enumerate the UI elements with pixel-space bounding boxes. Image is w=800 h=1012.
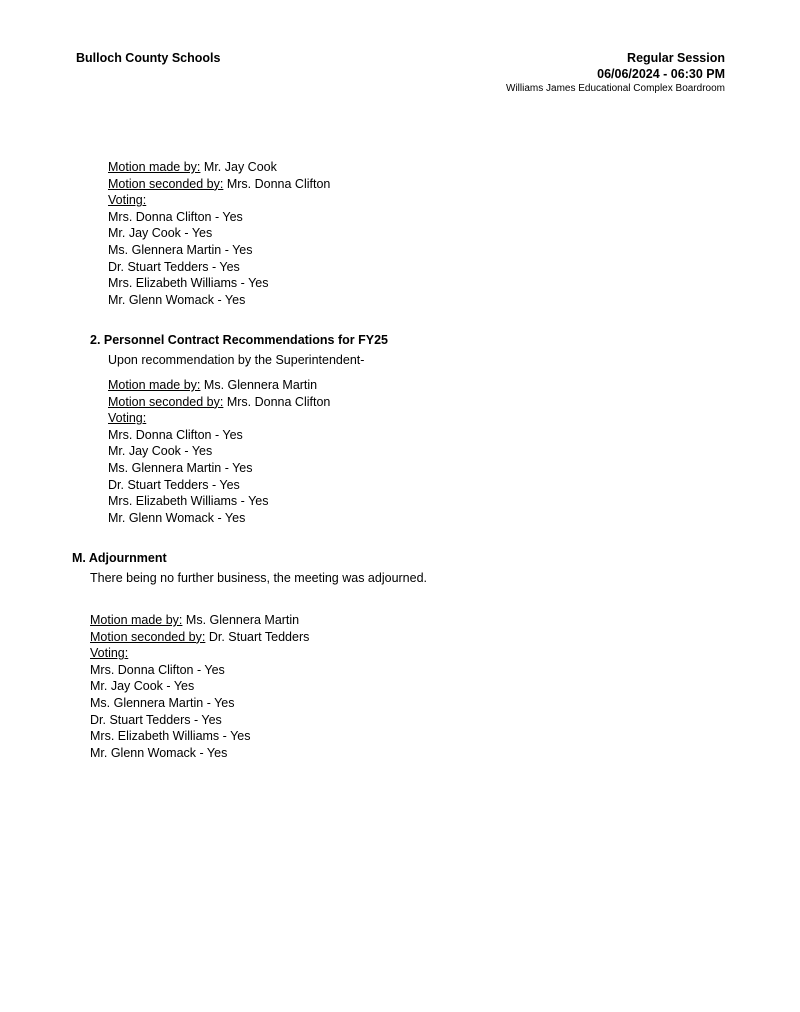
vote-entry: Ms. Glennera Martin - Yes bbox=[108, 242, 253, 257]
vote-entry: Mrs. Elizabeth Williams - Yes bbox=[90, 729, 251, 744]
motion-block-adjournment bbox=[90, 612, 309, 761]
motion-made-label: Motion made by: bbox=[108, 160, 201, 174]
motion-seconded-line bbox=[108, 176, 330, 193]
motion-seconded-value: Mrs. Donna Clifton bbox=[226, 394, 331, 409]
session-type: Regular Session bbox=[627, 51, 725, 65]
motion-made-value: Mr. Jay Cook bbox=[203, 160, 277, 174]
vote-entry: Mrs. Donna Clifton - Yes bbox=[108, 427, 243, 442]
motion-made-line bbox=[108, 159, 330, 176]
motion-block-item1 bbox=[108, 159, 330, 308]
organization-name: Bulloch County Schools bbox=[76, 51, 221, 65]
meeting-datetime: 06/06/2024 - 06:30 PM bbox=[597, 66, 725, 81]
vote-entry: Mrs. Donna Clifton - Yes bbox=[108, 209, 243, 224]
adjournment-text: There being no further business, the meeting was adjourned. bbox=[90, 571, 428, 585]
voting-label: Voting: bbox=[90, 646, 129, 661]
vote-entry: Mr. Jay Cook - Yes bbox=[108, 444, 213, 459]
motion-block-item2 bbox=[108, 377, 330, 526]
motion-made-label: Motion made by: bbox=[108, 378, 201, 392]
vote-entry: Ms. Glennera Martin - Yes bbox=[108, 460, 253, 475]
motion-made-line bbox=[90, 612, 309, 629]
vote-entry: Mr. Glenn Womack - Yes bbox=[108, 292, 246, 307]
vote-entry: Mr. Jay Cook - Yes bbox=[90, 679, 195, 694]
vote-entry: Mrs. Elizabeth Williams - Yes bbox=[108, 276, 269, 291]
motion-seconded-label: Motion seconded by: bbox=[108, 176, 224, 191]
adjournment-heading: M. Adjournment bbox=[72, 551, 167, 565]
motion-seconded-value: Mrs. Donna Clifton bbox=[226, 176, 331, 191]
item2-heading: 2. Personnel Contract Recommendations for FY25 bbox=[90, 333, 388, 347]
vote-entry: Mr. Glenn Womack - Yes bbox=[108, 510, 246, 525]
vote-entry: Mrs. Elizabeth Williams - Yes bbox=[108, 494, 269, 509]
meeting-location: Williams James Educational Complex Boardroom bbox=[506, 83, 725, 94]
motion-seconded-label: Motion seconded by: bbox=[90, 629, 206, 644]
motion-made-value: Ms. Glennera Martin bbox=[185, 613, 300, 627]
motion-seconded-line bbox=[108, 394, 330, 411]
motion-made-label: Motion made by: bbox=[90, 613, 183, 627]
vote-entry: Dr. Stuart Tedders - Yes bbox=[90, 712, 222, 727]
voting-label: Voting: bbox=[108, 411, 147, 426]
motion-made-line bbox=[108, 377, 330, 394]
vote-entry: Ms. Glennera Martin - Yes bbox=[90, 695, 235, 710]
vote-entry: Dr. Stuart Tedders - Yes bbox=[108, 259, 240, 274]
motion-seconded-label: Motion seconded by: bbox=[108, 394, 224, 409]
voting-label: Voting: bbox=[108, 193, 147, 208]
vote-entry: Mrs. Donna Clifton - Yes bbox=[90, 662, 225, 677]
motion-seconded-value: Dr. Stuart Tedders bbox=[208, 629, 310, 644]
motion-made-value: Ms. Glennera Martin bbox=[203, 378, 318, 392]
vote-entry: Mr. Jay Cook - Yes bbox=[108, 226, 213, 241]
meeting-header bbox=[506, 51, 725, 95]
motion-seconded-line bbox=[90, 629, 309, 646]
item2-recommendation: Upon recommendation by the Superintendent- bbox=[108, 353, 365, 367]
vote-entry: Mr. Glenn Womack - Yes bbox=[90, 745, 228, 760]
vote-entry: Dr. Stuart Tedders - Yes bbox=[108, 477, 240, 492]
